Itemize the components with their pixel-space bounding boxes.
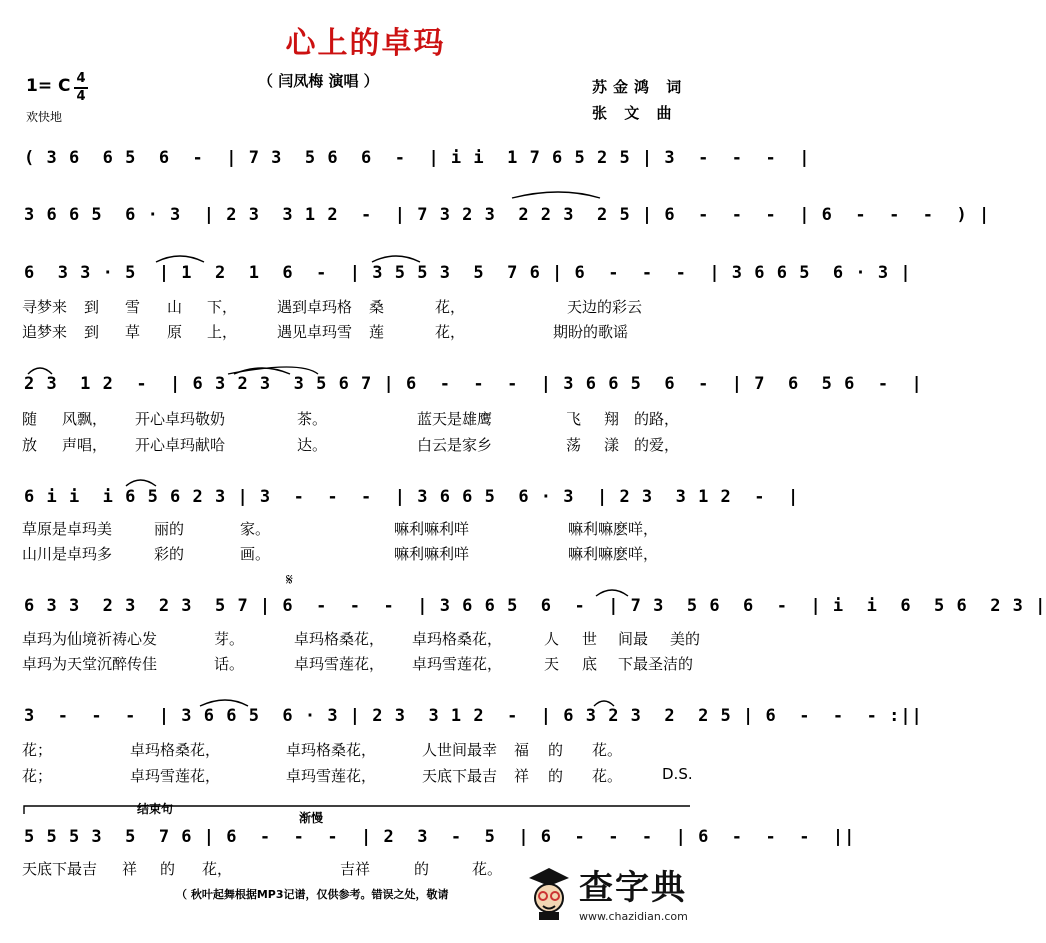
lyric: 的	[160, 860, 176, 878]
lyric: 祥	[514, 767, 530, 785]
score-row-2: 3 6 6 5 6 · 3 | 2 3 3 1 2 - | 7 3 2 3 2 2 3 2 5 | 6 - - - | 6 - - - ) |	[24, 205, 991, 225]
lyric: 上，	[207, 323, 238, 341]
lyric: 的	[548, 741, 564, 759]
lyric: 嘛利嘛利咩	[394, 520, 470, 538]
lyric: 祥	[122, 860, 138, 878]
lyric: 卓玛格桑花，	[286, 741, 377, 759]
score-row-8: 5 5 5 3 5 7 6 | 6 - - - | 2 3 - 5 | 6 - - - | 6 - - - ||	[24, 827, 856, 847]
lyric: 吉祥	[340, 860, 371, 878]
lyric: 天边的彩云	[567, 298, 643, 316]
segno-mark: 𝄋	[286, 570, 293, 589]
lyric: 卓玛格桑花，	[130, 741, 221, 759]
lyric: 彩的	[154, 545, 185, 563]
lyric: 寻梦来	[22, 298, 68, 316]
time-signature-bottom: 4	[76, 89, 86, 104]
lyric: 花；	[22, 767, 53, 785]
lyric: 天底下最吉	[22, 860, 98, 878]
ending-label: 结束句	[137, 802, 174, 816]
lyric: 嘛利嘛麽咩，	[568, 545, 659, 563]
lyric: 嘛利嘛麽咩，	[568, 520, 659, 538]
tempo-marking: 欢快地	[26, 110, 63, 124]
score-row-3: 6 3 3 · 5 | 1 2 1 6 - | 3 5 5 3 5 7 6 | 6 - - - | 3 6 6 5 6 · 3 |	[24, 263, 912, 283]
lyric: 遇到卓玛格	[277, 298, 353, 316]
slur	[372, 256, 420, 262]
lyric: 随	[22, 410, 38, 428]
lyric: 达。	[297, 436, 328, 454]
lyric: 卓玛格桑花，	[412, 630, 503, 648]
lyric: 花，	[202, 860, 233, 878]
score-row-4: 2 3 1 2 - | 6 3 2 3 3 5 6 7 | 6 - - - | 3 6 6 5 6 - | 7 6 5 6 - |	[24, 374, 923, 394]
lyric: 卓玛雪莲花，	[130, 767, 221, 785]
time-signature-top: 4	[76, 71, 86, 86]
transcription-note: （ 秋叶起舞根据MP3记谱，仅供参考。错误之处，敬请	[176, 888, 449, 901]
slowing-label: 渐慢	[299, 811, 324, 825]
lyric: 天	[544, 655, 560, 673]
lyric: 到	[84, 323, 100, 341]
lyric: 下最圣洁的	[618, 655, 694, 673]
lyric: 飞	[566, 410, 582, 428]
lyric: 茶。	[297, 410, 328, 428]
lyric: 下，	[207, 298, 238, 316]
watermark	[521, 860, 721, 934]
slur	[596, 590, 628, 596]
lyric: 风飘，	[62, 410, 108, 428]
lyric: 芽。	[214, 630, 245, 648]
lyric: 底	[582, 655, 598, 673]
lyric: 人世间最幸	[422, 741, 498, 759]
lyric: 开心卓玛献哈	[135, 436, 226, 454]
lyric: 开心卓玛敬奶	[135, 410, 226, 428]
slur	[594, 701, 614, 706]
lyric: 天底下最吉	[422, 767, 498, 785]
lyric: 莲	[369, 323, 385, 341]
lyric: 漾	[604, 436, 620, 454]
lyric: 到	[84, 298, 100, 316]
ending-bracket	[24, 806, 690, 814]
lyric: 的	[548, 767, 564, 785]
score-row-6: 6 3 3 2 3 2 3 5 7 | 6 - - - | 3 6 6 5 6 - | 7 3 5 6 6 - | i i 6 5 6 2 3 |	[24, 596, 1046, 616]
lyric: 荡	[566, 436, 582, 454]
lyric: 话。	[214, 655, 245, 673]
lyric: 花。	[472, 860, 503, 878]
lyric: 花，	[435, 323, 466, 341]
lyric: 福	[514, 741, 530, 759]
key-signature: 1= C	[26, 76, 71, 96]
lyric: 的爱，	[634, 436, 680, 454]
lyric: 花。	[592, 741, 623, 759]
lyricist-credit: 苏金鸿 词	[592, 78, 688, 96]
lyric: 卓玛雪莲花，	[412, 655, 503, 673]
lyric: 的路，	[634, 410, 680, 428]
lyric: 美的	[670, 630, 701, 648]
score-row-5: 6 i i i 6 5 6 2 3 | 3 - - - | 3 6 6 5 6 · 3 | 2 3 3 1 2 - |	[24, 487, 800, 507]
lyric: 的	[414, 860, 430, 878]
slur	[28, 368, 52, 374]
lyric: 人	[544, 630, 560, 648]
score-row-1: ( 3 6 6 5 6 - | 7 3 5 6 6 - | i i 1 7 6 5 2 5 | 3 - - - |	[24, 148, 811, 168]
lyric: 嘛利嘛利咩	[394, 545, 470, 563]
lyric: 卓玛雪莲花，	[294, 655, 385, 673]
ds-marking: D.S.	[662, 765, 693, 783]
lyric: 原	[167, 323, 183, 341]
slur	[512, 192, 600, 198]
lyric: 花，	[435, 298, 466, 316]
lyric: 花；	[22, 741, 53, 759]
lyric: 花。	[592, 767, 623, 785]
lyric: 追梦来	[22, 323, 68, 341]
lyric: 卓玛为天堂沉醉传佳	[22, 655, 158, 673]
lyric: 桑	[369, 298, 385, 316]
lyric: 遇见卓玛雪	[277, 323, 353, 341]
lyric: 白云是家乡	[417, 436, 493, 454]
lyric: 声唱，	[62, 436, 108, 454]
song-title: 心上的卓玛	[285, 26, 446, 61]
lyric: 放	[22, 436, 38, 454]
lyric: 家。	[240, 520, 271, 538]
lyric: 雪	[125, 298, 141, 316]
lyric: 蓝天是雄鹰	[417, 410, 493, 428]
slur	[200, 700, 248, 706]
lyric: 翔	[604, 410, 620, 428]
lyric: 画。	[240, 545, 271, 563]
lyric: 山川是卓玛多	[22, 545, 113, 563]
lyric: 卓玛格桑花，	[294, 630, 385, 648]
lyric: 间最	[618, 630, 649, 648]
watermark-url: www.chazidian.com	[579, 910, 688, 923]
lyric: 山	[167, 298, 183, 316]
composer-credit: 张 文 曲	[592, 104, 678, 122]
mascot-icon	[527, 866, 571, 922]
performer-credit: （ 闫凤梅 演唱 ）	[258, 72, 379, 90]
lyric: 卓玛为仙境祈祷心发	[22, 630, 158, 648]
slur	[126, 480, 156, 486]
lyric: 丽的	[154, 520, 185, 538]
slur	[156, 256, 204, 262]
lyric: 世	[582, 630, 598, 648]
watermark-brand: 查字典	[579, 868, 687, 908]
lyric: 卓玛雪莲花，	[286, 767, 377, 785]
lyric: 草原是卓玛美	[22, 520, 113, 538]
score-row-7: 3 - - - | 3 6 6 5 6 · 3 | 2 3 3 1 2 - | 6 3 2 3 2 2 5 | 6 - - - :||	[24, 706, 923, 726]
lyric: 期盼的歌谣	[553, 323, 629, 341]
lyric: 草	[125, 323, 141, 341]
